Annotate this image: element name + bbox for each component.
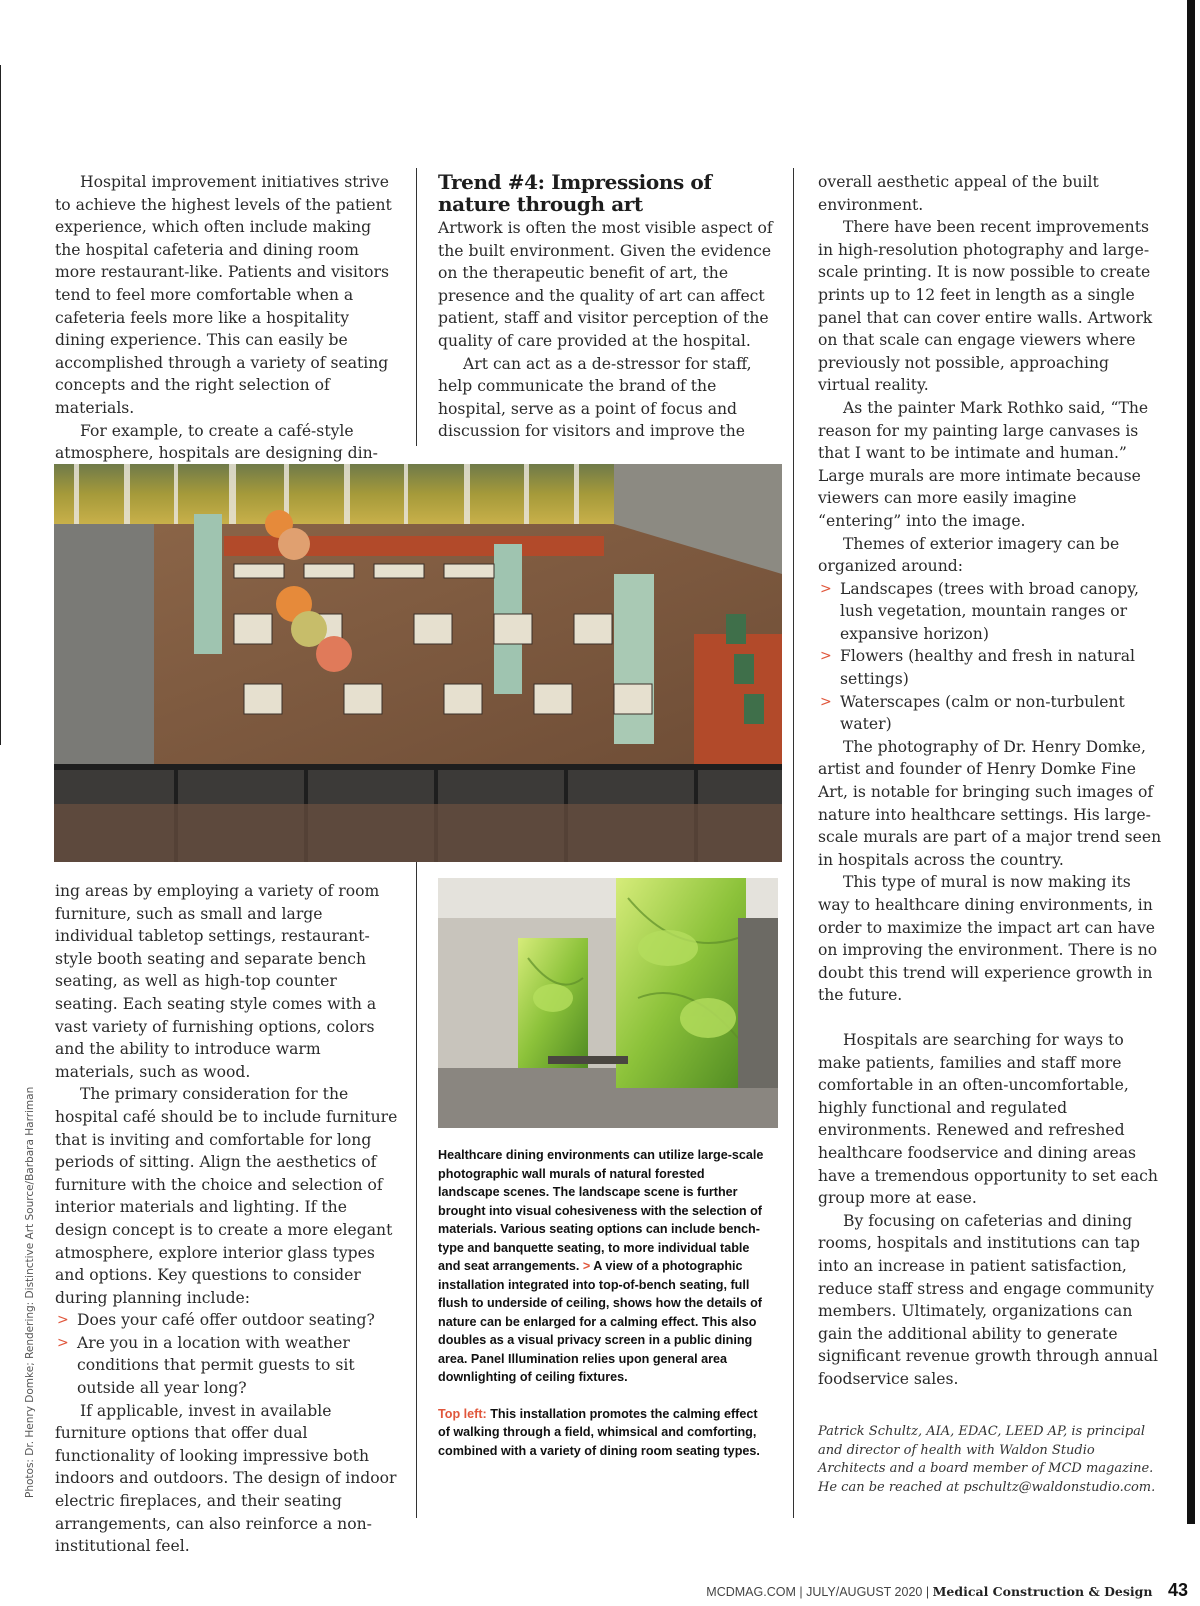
paragraph: Themes of exterior imagery can be organized around:: [818, 534, 1120, 576]
paragraph: The photography of Dr. Henry Domke, artist and founder of Henry Domke Fine Art, is notable for bringing such images of nature into healthcare settings. His large-scale murals are part of a major trend seen in hospitals across the country.: [818, 737, 1162, 869]
list-item-text: Does your café offer outdoor seating?: [77, 1311, 375, 1330]
paragraph: There have been recent improvements in high-resolution photography and large-scale printing. It is now possible to create prints up to 12 feet in length as a single panel that can cover entire walls. Artwork on that scale can engage viewers where previously not possible, approaching virtual reality.: [818, 218, 1153, 395]
list-item-text: Landscapes (trees with broad canopy, lush vegetation, mountain ranges or expansive horizon): [840, 579, 1139, 643]
paragraph: This type of mural is now making its way to healthcare dining environments, in order to maximize the impact art can have on improving the environment. There is no doubt this trend will experience growth in the future.: [818, 873, 1158, 1005]
photo-credit: Photos: Dr. Henry Domke; Rendering: Distinctive Art Source/Barbara Harriman: [24, 1086, 36, 1498]
page-number: 43: [1167, 1580, 1188, 1600]
list-item: [55, 1309, 400, 1332]
paragraph: Hospital improvement initiatives strive to achieve the highest levels of the patient experience, which often include making the hospital cafeteria and dining room more restaurant-like. Patients and visitors tend to feel more comfortable when a cafeteria feels more like a hospitality dining experience. This can easily be accomplished through a variety of seating concepts and the right selection of materials.: [55, 173, 392, 417]
list-item-text: Waterscapes (calm or non-turbulent water): [840, 692, 1125, 734]
footer-issue: JULY/AUGUST 2020: [806, 1585, 923, 1599]
paragraph: As the painter Mark Rothko said, “The reason for my painting large canvases is that I want to be intimate and human.” Large murals are more intimate because viewers can more easily imagine “entering” into the image.: [818, 398, 1149, 530]
themes-list: [818, 578, 1163, 736]
page-gutter-line: [0, 65, 1, 745]
footer-magazine-name: Medical Construction & Design: [932, 1584, 1153, 1599]
list-item: [818, 691, 1163, 736]
caption-text: Healthcare dining environments can utilize large-scale photographic wall murals of natural forested landscape scenes. The landscape scene is further brought into visual cohesiveness with the selection of materials. Various seating options can include bench-type and banquette seating, to more individual table and seat arrangements.: [438, 1148, 764, 1273]
author-bio: Patrick Schultz, AIA, EDAC, LEED AP, is principal and director of health with Waldon Studio Architects and a board member of MCD magazine. He can be reached at pschultz@waldonstudio.com.: [818, 1424, 1156, 1495]
photo-caption: [438, 1146, 768, 1460]
cafeteria-rendering-graphic: [54, 464, 782, 862]
bullet-marker: >: [820, 693, 832, 710]
caption-paragraph: [438, 1146, 768, 1387]
caption-marker: >: [582, 1259, 591, 1273]
list-item-text: Are you in a location with weather conditions that permit guests to sit outside all year long?: [77, 1333, 355, 1398]
paragraph: If applicable, invest in available furniture options that offer dual functionality of looking impressive both indoors and outdoors. The design of indoor electric fireplaces, and their seating arrangements, can also reinforce a non-institutional feel.: [55, 1401, 397, 1556]
article-column-1-top: [55, 171, 400, 465]
footer-separator: |: [925, 1585, 930, 1599]
footer-separator: |: [799, 1585, 803, 1599]
article-column-2-top: [438, 171, 778, 443]
cafeteria-rendering-image: [54, 464, 782, 862]
paragraph: overall aesthetic appeal of the built environment.: [818, 173, 1099, 214]
caption-label: Top left:: [438, 1406, 487, 1421]
paragraph: Art can act as a de-stressor for staff, help communicate the brand of the hospital, serve as a point of focus and discussion for visitors and improve the: [438, 354, 752, 441]
paragraph: The primary consideration for the hospital café should be to include furniture that is inviting and comfortable for long periods of sitting. Align the aesthetics of furniture with the choice and selection of interior materials and lighting. If the design concept is to create a more elegant atmosphere, explore interior glass types and options. Key questions to consider during planning include:: [55, 1085, 398, 1307]
list-item: [55, 1332, 400, 1400]
mural-photo-graphic: [438, 878, 778, 1128]
list-item: [818, 645, 1163, 690]
paragraph: Artwork is often the most visible aspect of the built environment. Given the evidence on the therapeutic benefit of art, the presence and the quality of art can affect patient, staff and visitor perception of the quality of care provided at the hospital.: [438, 219, 773, 350]
caption-text: A view of a photographic installation integrated into top-of-bench seating, full flush to underside of ceiling, shows how the details of nature can be enlarged for a calming effect. This also doubles as a visual privacy screen in a public dining area. Panel Illumination relies upon general area downlighting of ceiling fixtures.: [438, 1259, 762, 1384]
paragraph: For example, to create a café-style atmosphere, hospitals are designing din-: [55, 421, 378, 463]
bullet-marker: >: [820, 648, 832, 665]
bullet-marker: >: [820, 580, 832, 597]
caption-text: This installation promotes the calming effect of walking through a field, whimsical and comforting, combined with a variety of dining room seating types.: [438, 1406, 760, 1458]
footer-site: MCDMAG.COM: [706, 1585, 796, 1599]
column-divider-2: [793, 168, 794, 1518]
section-heading: Trend #4: Impressions of nature through art: [438, 170, 712, 216]
list-item-text: Flowers (healthy and fresh in natural settings): [840, 647, 1136, 689]
page-footer: [0, 1580, 1188, 1601]
article-column-3: [818, 171, 1163, 1390]
column-divider-1: [416, 168, 417, 446]
bullet-marker: >: [57, 1312, 69, 1329]
mural-photo-image: [438, 878, 778, 1128]
paragraph: ing areas by employing a variety of room furniture, such as small and large individual tabletop settings, restaurant-style booth seating and separate bench seating, as well as high-top counter seating. Each seating style comes with a vast variety of furnishing options, colors and the ability to introduce warm materials, such as wood.: [55, 882, 380, 1081]
list-item: [818, 578, 1163, 646]
caption-paragraph: [438, 1405, 768, 1461]
bullet-marker: >: [57, 1334, 69, 1351]
page-edge-bar: [1187, 0, 1195, 1524]
paragraph: By focusing on cafeterias and dining rooms, hospitals and institutions can tap into an increase in patient satisfaction, reduce staff stress and engage community members. Ultimately, organizations can gain the additional ability to generate significant revenue growth through annual foodservice sales.: [818, 1211, 1159, 1388]
column-divider-3: [416, 862, 417, 1518]
article-column-1-bottom: [55, 880, 400, 1558]
question-list: [55, 1309, 400, 1399]
paragraph: Hospitals are searching for ways to make patients, families and staff more comfortable in an often-uncomfortable, highly functional and regulated environments. Renewed and refreshed healthcare foodservice and dining areas have a tremendous opportunity to set each group more at ease.: [818, 1030, 1158, 1208]
